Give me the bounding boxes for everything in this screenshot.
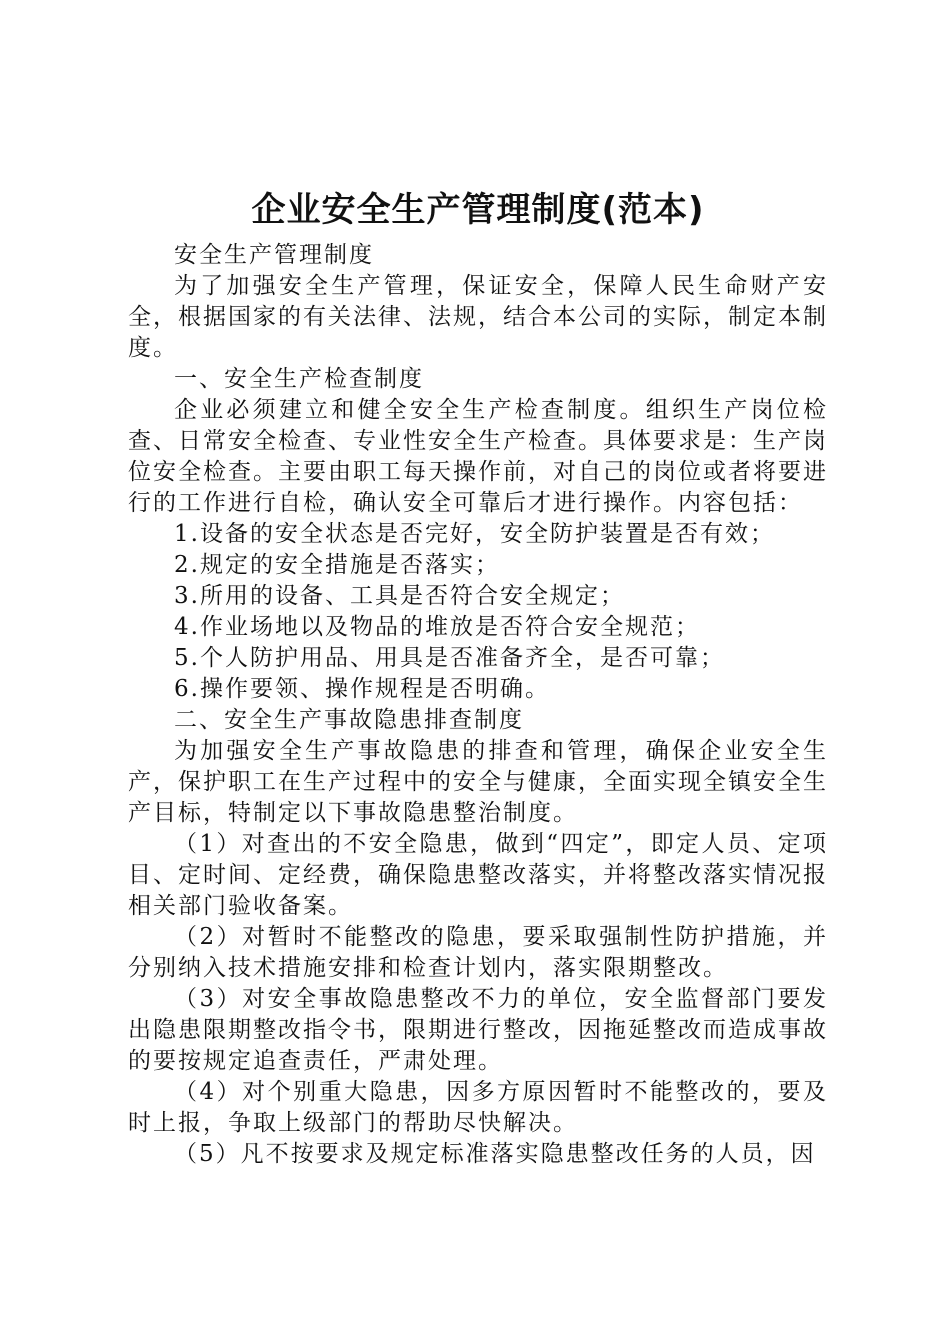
intro-paragraph: 为了加强安全生产管理，保证安全，保障人民生命财产安全，根据国家的有关法律、法规，结合本公司的实际，制定本制度。	[128, 273, 828, 361]
document-subtitle: 安全生产管理制度	[174, 242, 374, 268]
section1-item-4: 4.作业场地以及物品的堆放是否符合安全规范；	[174, 614, 700, 640]
section1-item-1: 1.设备的安全状态是否完好，安全防护装置是否有效；	[174, 521, 775, 547]
document-title: 企业安全生产管理制度(范本)	[251, 190, 705, 230]
section2-item-3: （3）对安全事故隐患整改不力的单位，安全监督部门要发出隐患限期整改指令书，限期进行整改，因拖延整改而造成事故的要按规定追查责任，严肃处理。	[128, 986, 828, 1074]
section1-item-5: 5.个人防护用品、用具是否准备齐全，是否可靠；	[174, 645, 725, 671]
section1-heading: 一、安全生产检查制度	[174, 366, 424, 392]
section2-item-1: （1）对查出的不安全隐患，做到“四定”，即定人员、定项目、定时间、定经费，确保隐患整改落实，并将整改落实情况报相关部门验收备案。	[128, 831, 828, 919]
section2-heading: 二、安全生产事故隐患排查制度	[174, 707, 524, 733]
section1-body: 企业必须建立和健全安全生产检查制度。组织生产岗位检查、日常安全检查、专业性安全生产检查。具体要求是：生产岗位安全检查。主要由职工每天操作前，对自己的岗位或者将要进行的工作进行自检，确认安全可靠后才进行操作。内容包括：	[128, 397, 828, 516]
section2-item-5: （5）凡不按要求及规定标准落实隐患整改任务的人员，因	[174, 1141, 816, 1167]
document-page	[128, 180, 828, 1170]
section1-item-3: 3.所用的设备、工具是否符合安全规定；	[174, 583, 625, 609]
section1-item-6: 6.操作要领、操作规程是否明确。	[174, 676, 550, 702]
section2-item-2: （2）对暂时不能整改的隐患，要采取强制性防护措施，并分别纳入技术措施安排和检查计划内，落实限期整改。	[128, 924, 828, 981]
section2-item-4: （4）对个别重大隐患，因多方原因暂时不能整改的，要及时上报，争取上级部门的帮助尽快解决。	[128, 1079, 828, 1136]
section1-item-2: 2.规定的安全措施是否落实；	[174, 552, 500, 578]
section2-body: 为加强安全生产事故隐患的排查和管理，确保企业安全生产，保护职工在生产过程中的安全与健康，全面实现全镇安全生产目标，特制定以下事故隐患整治制度。	[128, 738, 828, 826]
